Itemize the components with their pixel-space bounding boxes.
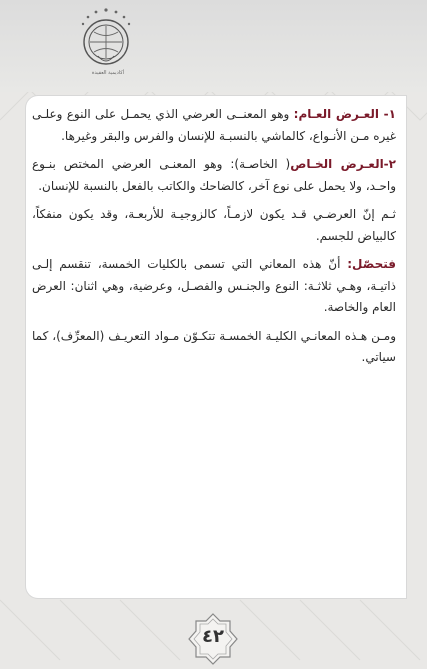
keyword-special-accident: ٢-العـرض الخـاص <box>290 157 396 171</box>
paragraph-summary <box>32 254 396 319</box>
paragraph-definition-materials <box>32 326 396 369</box>
paragraph-text: ثـم إنّ العرضـي قـد يكون لازمـاً، كالزوجيـة للأربعـة، وقد يكون منفكاً، كالبياض للجسم. <box>32 207 396 243</box>
paragraph-inseparable <box>32 204 396 247</box>
keyword-general-accident: ١- العـرض العـام: <box>293 107 396 121</box>
paragraph-special-accident <box>32 154 396 197</box>
article-body <box>32 104 396 376</box>
paragraph-text: أنّ هذه المعاني التي تسمى بالكليات الخمسة، تنقسم إلـى ذاتيـة، وهـي ثلاثـة: النوع والجنـس والفصـل، وعرضية، وهي اثنان: العرض العام والخاصة. <box>32 257 396 314</box>
paragraph-general-accident <box>32 104 396 147</box>
paragraph-text: ( الخاصـة): وهو المعنـى العرضي المختص بنـوع واحـد، ولا يحمل على نوع آخر، كالضاحك والكاتب بالفعل بالنسبة للإنسان. <box>32 157 396 193</box>
keyword-summary: فتحصّل: <box>347 257 396 271</box>
logo-caption: أكاديمية العقيدة <box>91 70 125 76</box>
header-band <box>0 0 427 92</box>
page-number: ٤٢ <box>202 626 224 647</box>
paragraph-text: وهو المعنــى العرضي الذي يحمـل على النوع وعلـى غيره مـن الأنـواع، كالماشي بالنسبـة للإنسان والفرس والبقر وغيرها. <box>32 107 396 143</box>
paragraph-text: ومـن هـذه المعانـي الكليـة الخمسـة تتكـوّن مـواد التعريـف (المعرِّف)، كما سياتي. <box>32 328 396 364</box>
